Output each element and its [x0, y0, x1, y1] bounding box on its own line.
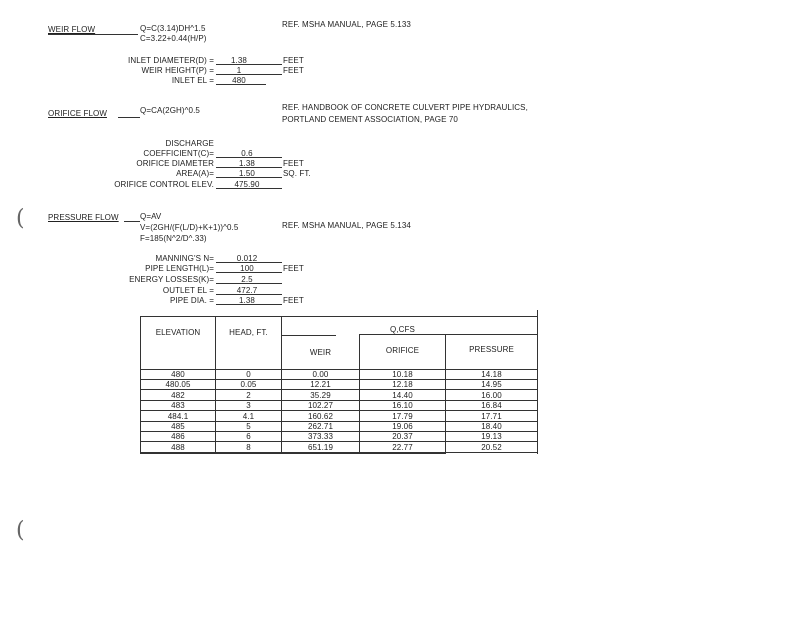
pressure-underline-1 — [216, 262, 282, 263]
cell-head: 6 — [246, 432, 251, 441]
orifice-underline-4 — [216, 188, 282, 189]
cell-orifice: 16.10 — [392, 401, 413, 410]
pressure-label-outlet-el: OUTLET EL = — [162, 286, 214, 295]
pressure-underline-3 — [216, 283, 282, 284]
cell-pressure: 16.00 — [481, 391, 502, 400]
weir-value-inlet-el: 480 — [232, 76, 246, 85]
orifice-underline-2 — [216, 167, 282, 168]
weir-label-inlet-diameter: INLET DIAMETER(D) = — [128, 56, 214, 65]
cell-orifice: 19.06 — [392, 422, 413, 431]
cell-elevation: 488 — [171, 443, 185, 452]
pressure-value-pipe-dia: 1.38 — [239, 296, 255, 305]
orifice-label-coefficient: COEFFICIENT(C)= — [143, 149, 214, 158]
binder-hole-mark: ( — [16, 206, 25, 231]
cell-elevation: 480 — [171, 370, 185, 379]
pressure-unit-pipe-dia: FEET — [283, 296, 304, 305]
weir-formula-2: C=3.22+0.44(H/P) — [140, 34, 207, 43]
table-q-under-rule — [282, 335, 336, 336]
weir-unit-weir-height: FEET — [283, 66, 304, 75]
cell-head: 8 — [246, 443, 251, 452]
weir-underline-2 — [216, 74, 282, 75]
weir-underline-1 — [216, 64, 282, 65]
orifice-reference-1: REF. HANDBOOK OF CONCRETE CULVERT PIPE HYDRAULICS, — [282, 103, 528, 112]
cell-elevation: 480.05 — [165, 380, 191, 389]
weir-flow-title: WEIR FLOW — [48, 25, 96, 34]
cell-elevation: 486 — [171, 432, 185, 441]
cell-pressure: 16.84 — [481, 401, 502, 410]
pressure-underline-5 — [216, 304, 282, 305]
orifice-label-control-elev: ORIFICE CONTROL ELEV. — [114, 180, 214, 189]
orifice-unit-diameter: FEET — [283, 159, 304, 168]
weir-underline-3 — [216, 84, 266, 85]
weir-formula-1: Q=C(3.14)DH^1.5 — [140, 24, 206, 33]
pressure-formula-3: F=185(N^2/D^.33) — [140, 234, 207, 243]
pressure-value-pipe-length: 100 — [240, 264, 254, 273]
cell-weir: 160.62 — [307, 412, 334, 421]
cell-orifice: 12.18 — [392, 380, 413, 389]
pressure-title-rule — [124, 221, 140, 222]
orifice-reference-2: PORTLAND CEMENT ASSOCIATION, PAGE 70 — [282, 115, 458, 124]
table-row-rule — [140, 389, 537, 390]
cell-head: 0.05 — [240, 380, 257, 389]
table-bottom-border — [140, 453, 445, 454]
weir-unit-inlet-diameter: FEET — [283, 56, 304, 65]
orifice-title-rule — [118, 117, 140, 118]
cell-weir: 373.33 — [307, 432, 334, 441]
cell-pressure: 20.52 — [481, 443, 502, 452]
cell-elevation: 485 — [171, 422, 185, 431]
orifice-formula: Q=CA(2GH)^0.5 — [140, 106, 200, 115]
cell-weir: 102.27 — [307, 401, 334, 410]
cell-head: 5 — [246, 422, 251, 431]
pressure-underline-2 — [216, 272, 282, 273]
cell-elevation: 484.1 — [167, 412, 189, 421]
binder-hole-mark-2: ( — [16, 518, 25, 543]
table-q-rule — [360, 334, 538, 335]
weir-label-weir-height: WEIR HEIGHT(P) = — [141, 66, 214, 75]
cell-orifice: 22.77 — [392, 443, 413, 452]
pressure-unit-pipe-length: FEET — [283, 264, 304, 273]
header-q-cfs: Q,CFS — [390, 325, 415, 334]
cell-pressure: 19.13 — [481, 432, 502, 441]
pressure-underline-4 — [216, 294, 282, 295]
table-top-border — [140, 316, 538, 317]
cell-pressure: 17.71 — [481, 412, 502, 421]
cell-elevation: 483 — [171, 401, 185, 410]
pressure-reference: REF. MSHA MANUAL, PAGE 5.134 — [282, 221, 411, 230]
weir-value-inlet-diameter: 1.38 — [231, 56, 247, 65]
weir-title-rule — [48, 34, 138, 35]
orifice-discharge-label: DISCHARGE — [165, 139, 214, 148]
cell-pressure: 18.40 — [481, 422, 502, 431]
orifice-unit-area: SQ. FT. — [283, 169, 311, 178]
weir-reference: REF. MSHA MANUAL, PAGE 5.133 — [282, 20, 411, 29]
cell-weir: 0.00 — [312, 370, 329, 379]
pressure-value-manning: 0.012 — [236, 254, 258, 263]
header-elevation: ELEVATION — [155, 328, 201, 337]
pressure-label-manning: MANNING'S N= — [155, 254, 214, 263]
header-orifice: ORIFICE — [385, 346, 420, 355]
cell-orifice: 17.79 — [392, 412, 413, 421]
cell-orifice: 14.40 — [392, 391, 413, 400]
cell-pressure: 14.18 — [481, 370, 502, 379]
pressure-label-pipe-length: PIPE LENGTH(L)= — [145, 264, 214, 273]
table-row-rule — [140, 410, 537, 411]
orifice-underline-3 — [216, 177, 282, 178]
pressure-label-energy-losses: ENERGY LOSSES(K)= — [129, 275, 214, 284]
cell-orifice: 10.18 — [392, 370, 413, 379]
cell-elevation: 482 — [171, 391, 185, 400]
pressure-flow-title: PRESSURE FLOW — [48, 213, 119, 222]
pressure-formula-1: Q=AV — [140, 212, 162, 221]
table-row-rule — [140, 441, 537, 442]
cell-head: 0 — [246, 370, 251, 379]
orifice-value-diameter: 1.38 — [239, 159, 255, 168]
header-pressure: PRESSURE — [469, 345, 514, 354]
cell-weir: 35.29 — [310, 391, 331, 400]
cell-weir: 12.21 — [310, 380, 331, 389]
cell-head: 3 — [246, 401, 251, 410]
cell-orifice: 20.37 — [392, 432, 413, 441]
cell-head: 2 — [246, 391, 251, 400]
orifice-flow-title: ORIFICE FLOW — [48, 109, 107, 118]
pressure-value-energy-losses: 2.5 — [241, 275, 253, 284]
pressure-label-pipe-dia: PIPE DIA. = — [169, 296, 214, 305]
pressure-value-outlet-el: 472.7 — [236, 286, 258, 295]
orifice-underline-1 — [216, 157, 282, 158]
orifice-label-diameter: ORIFICE DIAMETER — [136, 159, 214, 168]
pressure-formula-2: V=(2GH/(F(L/D)+K+1))^0.5 — [140, 223, 239, 232]
orifice-value-area: 1.50 — [239, 169, 255, 178]
cell-pressure: 14.95 — [481, 380, 502, 389]
table-right-border — [537, 310, 538, 454]
orifice-label-area: AREA(A)= — [176, 169, 214, 178]
cell-weir: 262.71 — [307, 422, 334, 431]
cell-weir: 651.19 — [307, 443, 334, 452]
cell-head: 4.1 — [242, 412, 255, 421]
weir-label-inlet-el: INLET EL = — [171, 76, 214, 85]
header-weir: WEIR — [309, 348, 332, 357]
weir-value-weir-height: 1 — [236, 66, 242, 75]
orifice-value-control-elev: 475.90 — [234, 180, 260, 189]
orifice-value-coefficient: 0.6 — [241, 149, 253, 158]
header-head: HEAD, FT. — [229, 328, 268, 337]
